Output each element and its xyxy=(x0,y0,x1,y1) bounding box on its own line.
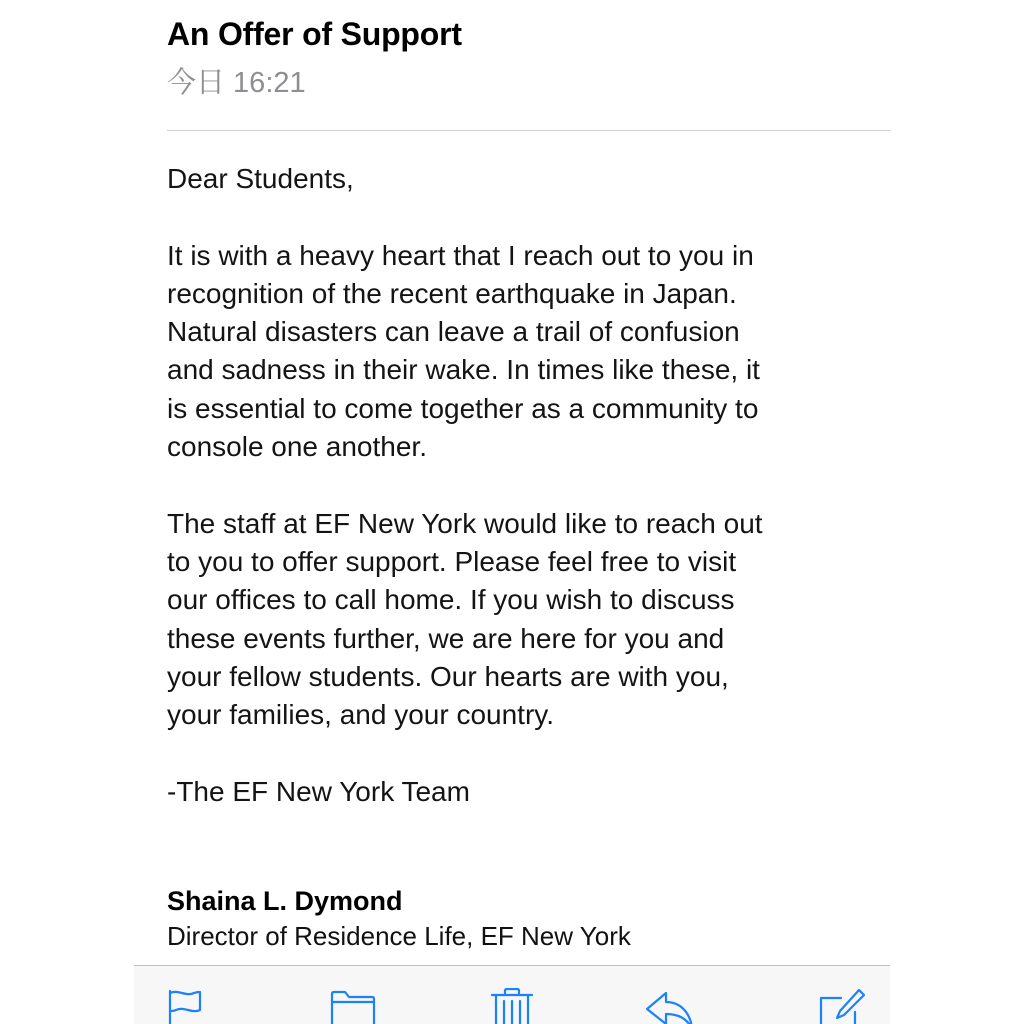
mail-toolbar xyxy=(134,965,890,1024)
reply-icon xyxy=(644,988,694,1024)
subject-title: An Offer of Support xyxy=(167,16,462,52)
reply-button[interactable] xyxy=(644,988,694,1024)
body-line: your fellow students. Our hearts are with you, xyxy=(167,660,729,692)
body-line: these events further, we are here for you and xyxy=(167,622,725,654)
move-to-folder-button[interactable] xyxy=(330,988,380,1024)
body-line: The staff at EF New York would like to reach out xyxy=(167,507,763,539)
trash-icon xyxy=(490,988,540,1024)
compose-icon xyxy=(817,988,867,1024)
delete-button[interactable] xyxy=(490,988,540,1024)
flag-button[interactable] xyxy=(164,988,214,1024)
body-line: and sadness in their wake. In times like these, it xyxy=(167,354,760,386)
body-line: our offices to call home. If you wish to discuss xyxy=(167,584,735,616)
body-line: It is with a heavy heart that I reach out to you in xyxy=(167,239,754,271)
body-line: console one another. xyxy=(167,431,427,463)
closing-line: -The EF New York Team xyxy=(167,775,470,807)
greeting: Dear Students, xyxy=(167,163,354,194)
message-date: 今日 16:21 xyxy=(167,67,306,99)
compose-button[interactable] xyxy=(817,988,867,1024)
folder-icon xyxy=(330,988,380,1024)
body-line: Natural disasters can leave a trail of confusion xyxy=(167,316,740,348)
body-line: is essential to come together as a community to xyxy=(167,392,759,424)
message-body xyxy=(167,160,890,811)
flag-icon xyxy=(164,988,214,1024)
body-line: recognition of the recent earthquake in Japan. xyxy=(167,277,737,309)
header-divider xyxy=(167,130,890,131)
signature-name: Shaina L. Dymond xyxy=(167,886,403,916)
body-line: to you to offer support. Please feel free to visit xyxy=(167,545,737,577)
body-line: your families, and your country. xyxy=(167,699,554,731)
signature-title: Director of Residence Life, EF New York xyxy=(167,921,631,951)
